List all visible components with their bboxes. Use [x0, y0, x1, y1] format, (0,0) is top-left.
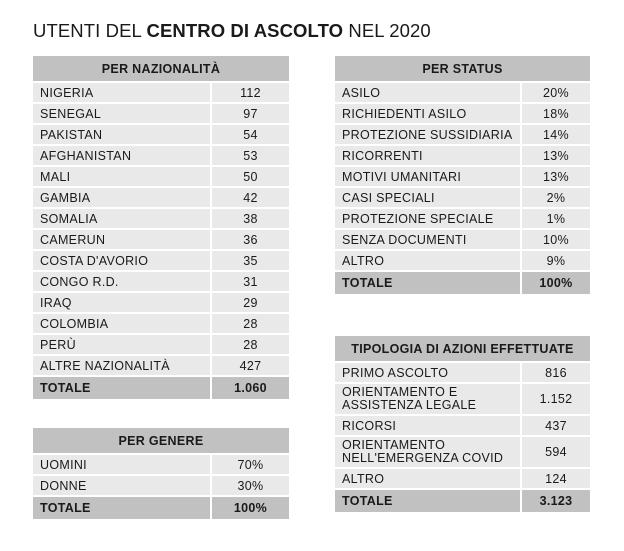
table-row — [335, 103, 590, 124]
table-row — [33, 229, 289, 250]
row-label: NIGERIA — [33, 82, 211, 103]
table-row — [33, 103, 289, 124]
row-label: PROTEZIONE SUSSIDIARIA — [335, 124, 521, 145]
row-value: 53 — [211, 145, 289, 166]
row-label: AFGHANISTAN — [33, 145, 211, 166]
row-label: COSTA D'AVORIO — [33, 250, 211, 271]
table-row — [335, 383, 590, 415]
row-value: 10% — [521, 229, 590, 250]
row-value: 54 — [211, 124, 289, 145]
row-label: RICORRENTI — [335, 145, 521, 166]
row-value: 1.152 — [521, 383, 590, 415]
total-row — [33, 496, 289, 519]
total-label: TOTALE — [335, 489, 521, 512]
table-row — [33, 145, 289, 166]
row-label: SENEGAL — [33, 103, 211, 124]
row-label: DONNE — [33, 475, 211, 496]
row-value: 816 — [521, 362, 590, 383]
table-azioni — [335, 336, 590, 512]
row-label: SOMALIA — [33, 208, 211, 229]
row-label: ALTRO — [335, 250, 521, 271]
row-label: GAMBIA — [33, 187, 211, 208]
row-label: UOMINI — [33, 454, 211, 475]
row-value: 42 — [211, 187, 289, 208]
table-row — [335, 124, 590, 145]
row-value: 38 — [211, 208, 289, 229]
table-row — [33, 475, 289, 496]
row-value: 2% — [521, 187, 590, 208]
table-row — [33, 271, 289, 292]
table-status — [335, 56, 590, 294]
table-header: PER NAZIONALITÀ — [33, 56, 289, 82]
row-value: 50 — [211, 166, 289, 187]
table-header: PER STATUS — [335, 56, 590, 82]
table-row — [335, 362, 590, 383]
row-label: CAMERUN — [33, 229, 211, 250]
table-row — [335, 187, 590, 208]
row-value: 30% — [211, 475, 289, 496]
row-value: 35 — [211, 250, 289, 271]
table-row — [33, 187, 289, 208]
table-row — [335, 250, 590, 271]
table-row — [33, 292, 289, 313]
total-row — [335, 271, 590, 294]
table-row — [335, 82, 590, 103]
table-row — [33, 334, 289, 355]
total-label: TOTALE — [33, 496, 211, 519]
row-label: PROTEZIONE SPECIALE — [335, 208, 521, 229]
table-genere — [33, 428, 289, 519]
total-label: TOTALE — [33, 376, 211, 399]
table-row — [33, 250, 289, 271]
total-label: TOTALE — [335, 271, 521, 294]
row-value: 28 — [211, 334, 289, 355]
title-suffix: NEL 2020 — [343, 20, 431, 41]
row-label: MALI — [33, 166, 211, 187]
row-label: CONGO R.D. — [33, 271, 211, 292]
table-row — [33, 166, 289, 187]
row-value: 70% — [211, 454, 289, 475]
table-row — [335, 166, 590, 187]
row-value: 437 — [521, 415, 590, 436]
total-value: 1.060 — [211, 376, 289, 399]
row-label: IRAQ — [33, 292, 211, 313]
row-label: COLOMBIA — [33, 313, 211, 334]
row-label: CASI SPECIALI — [335, 187, 521, 208]
table-row — [33, 124, 289, 145]
row-label: ALTRO — [335, 468, 521, 489]
table-row — [33, 313, 289, 334]
row-label: PRIMO ASCOLTO — [335, 362, 521, 383]
row-value: 13% — [521, 166, 590, 187]
page-title — [33, 20, 431, 42]
row-value: 112 — [211, 82, 289, 103]
row-value: 29 — [211, 292, 289, 313]
total-row — [335, 489, 590, 512]
table-row — [335, 208, 590, 229]
table-header: TIPOLOGIA DI AZIONI EFFETTUATE — [335, 336, 590, 362]
row-value: 28 — [211, 313, 289, 334]
table-row — [335, 436, 590, 468]
row-label: ASILO — [335, 82, 521, 103]
table-row — [335, 229, 590, 250]
row-value: 18% — [521, 103, 590, 124]
table-row — [33, 454, 289, 475]
row-value: 13% — [521, 145, 590, 166]
total-value: 100% — [211, 496, 289, 519]
row-value: 97 — [211, 103, 289, 124]
title-prefix: UTENTI DEL — [33, 20, 147, 41]
total-row — [33, 376, 289, 399]
table-row — [335, 145, 590, 166]
total-value: 100% — [521, 271, 590, 294]
row-value: 14% — [521, 124, 590, 145]
table-row — [335, 468, 590, 489]
row-label: ORIENTAMENTO NELL'EMERGENZA COVID — [335, 436, 521, 468]
table-nazionalita — [33, 56, 289, 399]
table-header: PER GENERE — [33, 428, 289, 454]
title-bold: CENTRO DI ASCOLTO — [146, 20, 344, 41]
row-label: PAKISTAN — [33, 124, 211, 145]
row-label: ALTRE NAZIONALITÀ — [33, 355, 211, 376]
row-label: RICHIEDENTI ASILO — [335, 103, 521, 124]
row-value: 31 — [211, 271, 289, 292]
row-value: 594 — [521, 436, 590, 468]
row-value: 1% — [521, 208, 590, 229]
row-label: ORIENTAMENTO E ASSISTENZA LEGALE — [335, 383, 521, 415]
table-row — [33, 355, 289, 376]
row-value: 124 — [521, 468, 590, 489]
table-row — [33, 82, 289, 103]
table-row — [335, 415, 590, 436]
row-value: 36 — [211, 229, 289, 250]
row-value: 20% — [521, 82, 590, 103]
row-value: 9% — [521, 250, 590, 271]
total-value: 3.123 — [521, 489, 590, 512]
row-label: MOTIVI UMANITARI — [335, 166, 521, 187]
row-label: RICORSI — [335, 415, 521, 436]
row-label: SENZA DOCUMENTI — [335, 229, 521, 250]
row-label: PERÙ — [33, 334, 211, 355]
table-row — [33, 208, 289, 229]
row-value: 427 — [211, 355, 289, 376]
